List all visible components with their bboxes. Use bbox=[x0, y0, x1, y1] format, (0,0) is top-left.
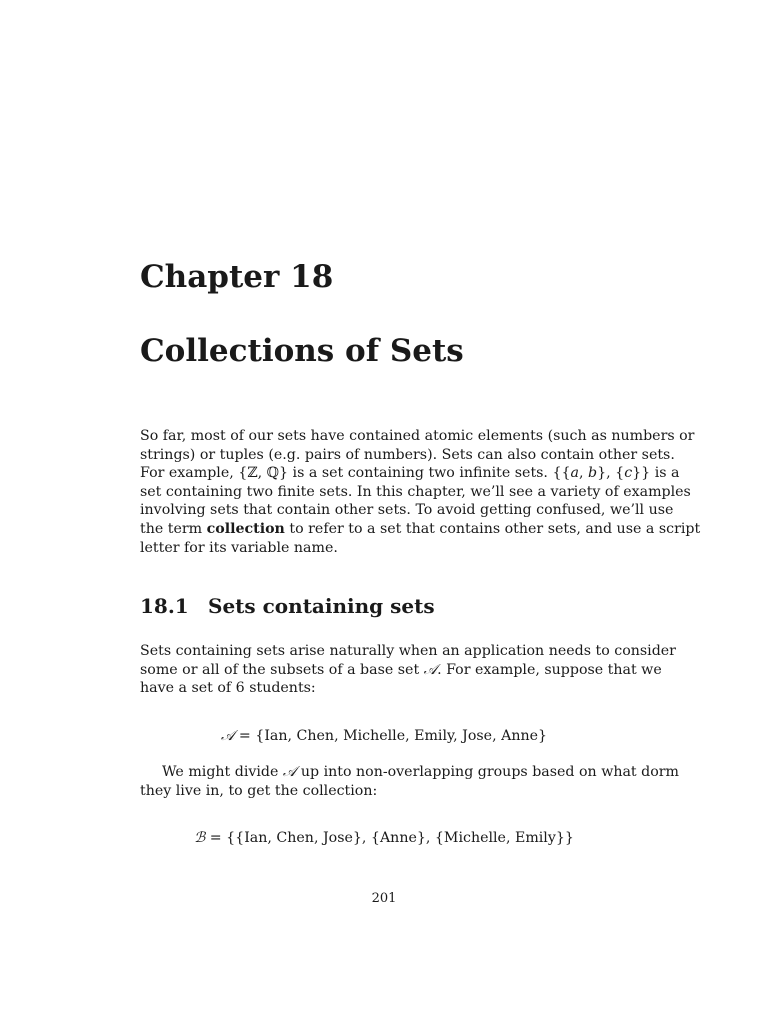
section-heading bbox=[140, 592, 435, 620]
section-number: 18.1 bbox=[140, 594, 189, 618]
equation-collection bbox=[140, 828, 628, 848]
chapter-number: Chapter 18 bbox=[140, 259, 334, 295]
math-var-b: b bbox=[588, 465, 598, 482]
equation-students-var: 𝒜 bbox=[220, 728, 235, 744]
section-line-2 bbox=[140, 661, 662, 680]
script-var-a: 𝒜 bbox=[423, 661, 438, 678]
section-line-2-text-b: . For example, suppose that we bbox=[437, 661, 662, 678]
divide-line-1-text-a: We might divide bbox=[162, 764, 283, 780]
intro-line-1: So far, most of our sets have contained atomic elements (such as numbers or bbox=[140, 428, 695, 444]
section-line-2-text-a: some or all of the subsets of a base set bbox=[140, 661, 424, 678]
script-var-a-2: 𝒜 bbox=[282, 764, 297, 780]
intro-line-5: involving sets that contain other sets. To avoid getting confused, we’ll use bbox=[140, 502, 674, 519]
section-paragraph bbox=[140, 642, 676, 698]
section-line-1: Sets containing sets arise naturally when an application needs to consider bbox=[140, 643, 676, 659]
chapter-title: Collections of Sets bbox=[140, 333, 464, 369]
equation-students-rhs: = {Ian, Chen, Michelle, Emily, Jose, Anne} bbox=[234, 728, 548, 744]
divide-line-2: they live in, to get the collection: bbox=[140, 782, 378, 799]
intro-line-3-text-g: }} is a bbox=[632, 465, 680, 482]
intro-line-3-text-a: For example, {ℤ, ℚ} is a set containing two infinite sets. {{ bbox=[140, 465, 571, 482]
intro-paragraph bbox=[140, 427, 701, 557]
section-title: Sets containing sets bbox=[208, 594, 435, 618]
term-collection: collection bbox=[206, 520, 285, 537]
intro-line-6-text-b: to refer to a set that contains other sets, and use a script bbox=[284, 520, 701, 537]
divide-paragraph bbox=[140, 763, 680, 800]
equation-students bbox=[140, 726, 628, 746]
math-var-a: a bbox=[570, 465, 579, 482]
intro-line-4: set containing two finite sets. In this chapter, we’ll see a variety of examples bbox=[140, 483, 691, 500]
divide-line-1 bbox=[140, 763, 680, 782]
intro-line-6 bbox=[140, 520, 701, 539]
equation-collection-rhs: = {{Ian, Chen, Jose}, {Anne}, {Michelle, Emily}} bbox=[205, 830, 574, 846]
page-number: 201 bbox=[371, 891, 397, 906]
intro-line-3-sep-1: , bbox=[578, 465, 589, 482]
intro-line-3 bbox=[140, 464, 680, 483]
intro-line-3-sep-2: }, { bbox=[597, 465, 625, 482]
equation-collection-var: ℬ bbox=[194, 830, 206, 846]
intro-line-2: strings) or tuples (e.g. pairs of numbers). Sets can also contain other sets. bbox=[140, 446, 675, 463]
math-var-c: c bbox=[624, 465, 633, 482]
divide-line-1-text-b: up into non-overlapping groups based on what dorm bbox=[296, 764, 680, 780]
intro-line-7: letter for its variable name. bbox=[140, 539, 338, 556]
intro-line-6-text-a: the term bbox=[140, 520, 207, 537]
section-line-3: have a set of 6 students: bbox=[140, 680, 316, 697]
